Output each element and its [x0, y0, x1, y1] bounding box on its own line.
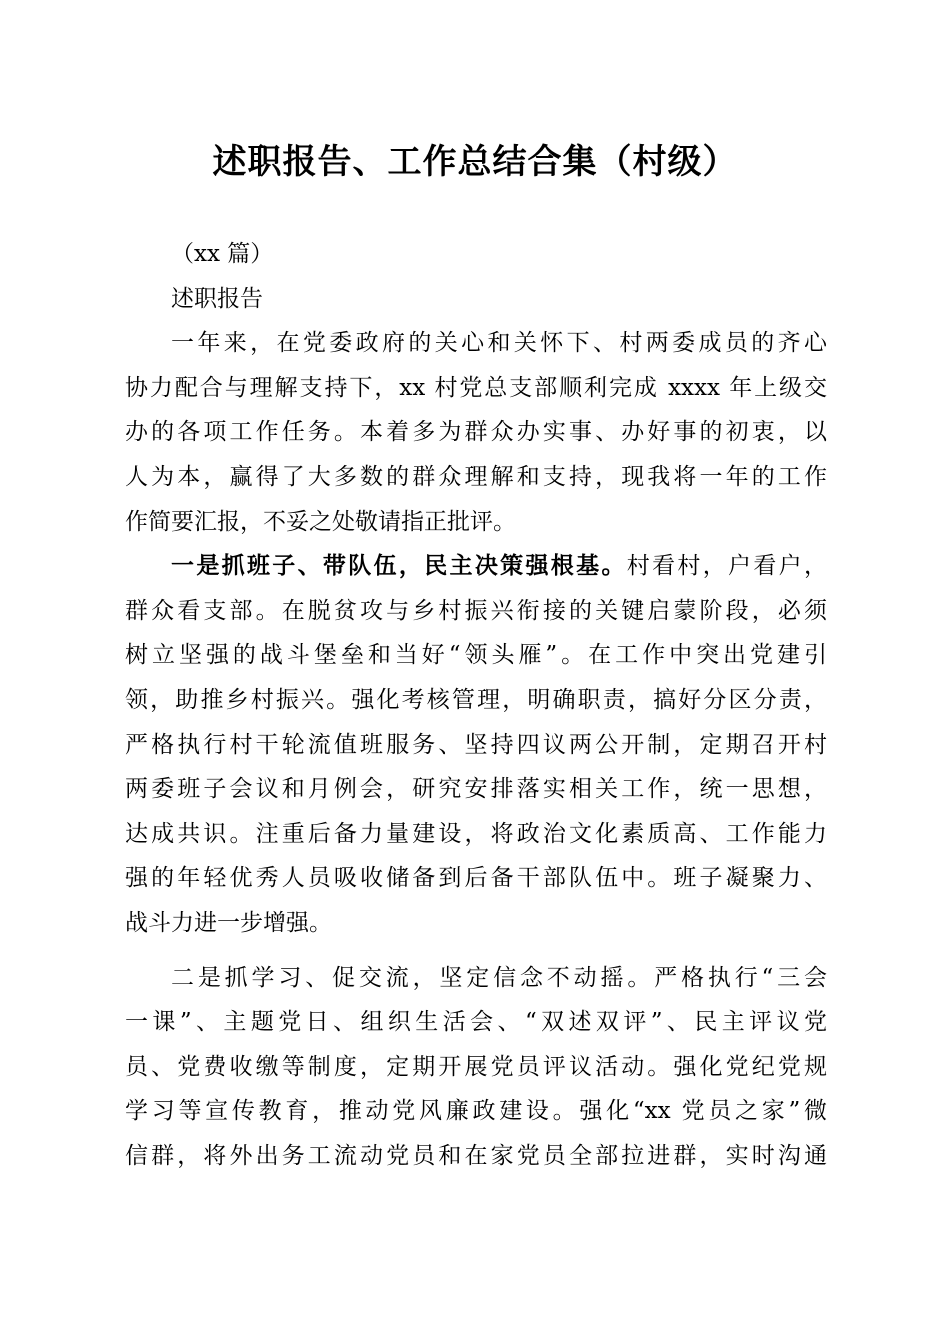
paragraph-line — [125, 956, 827, 1001]
paragraph-line: 达成共识。注重后备力量建设，将政治文化素质高、工作能力 — [125, 820, 827, 847]
paragraph-line: 严格执行村干轮流值班服务、坚持四议两公开制，定期召开村 — [125, 731, 827, 758]
document-body — [125, 232, 827, 1178]
paragraph-line-rest: 严格执行“三会 — [654, 964, 828, 991]
paragraph-line: 领，助推乡村振兴。强化考核管理，明确职责，搞好分区分责， — [125, 686, 827, 713]
paragraph-line: 信群，将外出务工流动党员和在家党员全部拉进群，实时沟通 — [125, 1142, 827, 1169]
paragraph-line: 学习等宣传教育，推动党风廉政建设。强化“xx 党员之家”微 — [125, 1098, 827, 1125]
paragraph-line: 作简要汇报，不妥之处敬请指正批评。 — [125, 508, 516, 535]
paragraph-line: 一课”、主题党日、组织生活会、“双述双评”、民主评议党 — [125, 1009, 827, 1036]
paragraph-lead: 二是抓学习、促交流，坚定信念不动摇。 — [171, 964, 655, 991]
paragraph-line: 人为本，赢得了大多数的群众理解和支持，现我将一年的工作 — [125, 463, 827, 490]
paragraph-1 — [125, 321, 827, 544]
paragraph-line: 办的各项工作任务。本着多为群众办实事、办好事的初衷，以 — [125, 419, 827, 446]
paragraph-line: 强的年轻优秀人员吸收储备到后备干部队伍中。班子凝聚力、 — [125, 865, 827, 892]
paragraph-line: 员、党费收缴等制度，定期开展党员评议活动。强化党纪党规 — [125, 1053, 827, 1080]
paragraph-line: 一年来，在党委政府的关心和关怀下、村两委成员的齐心 — [171, 330, 827, 357]
document-title: 述职报告、工作总结合集（村级） — [212, 142, 738, 182]
paragraph-line: 两委班子会议和月例会，研究安排落实相关工作，统一思想， — [125, 776, 827, 803]
paragraph-line: 树立坚强的战斗堡垒和当好“领头雁”。在工作中突出党建引 — [125, 642, 827, 669]
paragraph-2 — [125, 544, 827, 945]
count-note: （xx 篇） — [171, 241, 274, 267]
section-title: 述职报告 — [171, 285, 263, 312]
paragraph-line: 群众看支部。在脱贫攻与乡村振兴衔接的关键启蒙阶段，必须 — [125, 597, 827, 624]
paragraph-line: 战斗力进一步增强。 — [125, 909, 332, 936]
paragraph-line — [125, 544, 827, 589]
paragraph-lead: 一是抓班子、带队伍，民主决策强根基。 — [171, 552, 627, 580]
paragraph-3 — [125, 956, 827, 1179]
paragraph-line: 协力配合与理解支持下，xx 村党总支部顺利完成 xxxx 年上级交 — [125, 374, 827, 401]
paragraph-line-rest: 村看村，户看户， — [626, 553, 828, 580]
